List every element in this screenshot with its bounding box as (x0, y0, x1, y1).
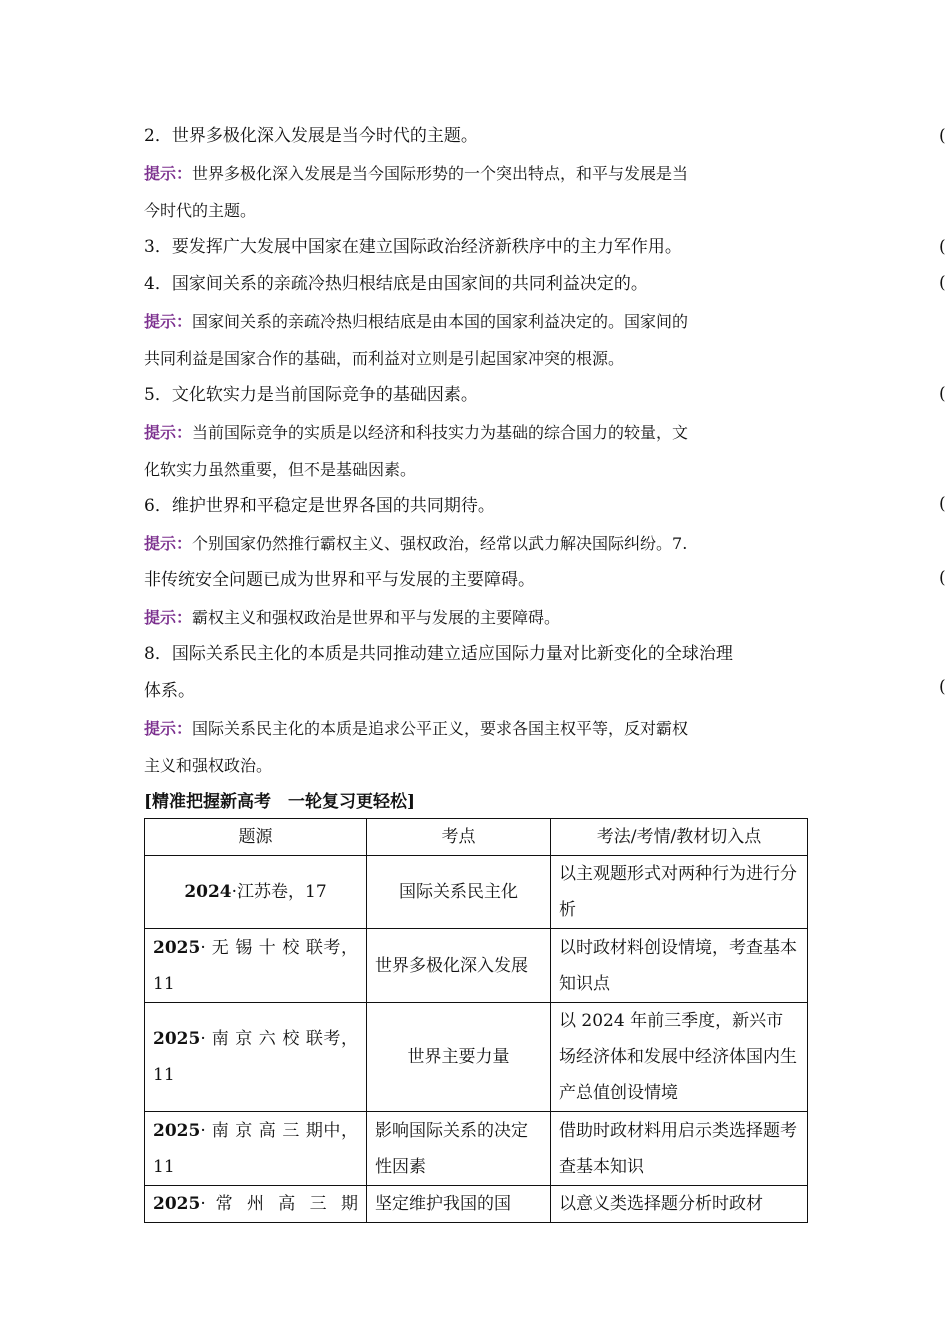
hint-4-cont: 共同利益是国家合作的基础，而利益对立则是引起国家冲突的根源。 (144, 349, 625, 368)
header-method: 考法/考情/教材切入点 (551, 819, 808, 856)
source-name: · 无 锡 十 校 联考，11 (153, 937, 358, 994)
source-cell (145, 856, 367, 929)
source-cell (145, 1003, 367, 1112)
hint-text: 国家间关系的亲疏冷热归根结底是由本国的国家利益决定的。国家间的 (192, 312, 689, 331)
table-row (145, 929, 808, 1003)
hint-text: 世界多极化深入发展是当今国际形势的一个突出特点，和平与发展是当 (192, 164, 689, 183)
question-list (144, 118, 806, 821)
answer-paren: ( (939, 237, 946, 257)
hint-text: 当前国际竞争的实质是以经济和科技实力为基础的综合国力的较量，文 (192, 423, 689, 442)
method-cell: 以时政材料创设情境，考查基本知识点 (551, 929, 808, 1003)
hint-label: 提示： (144, 423, 193, 442)
header-source: 题源 (145, 819, 367, 856)
point-cell: 影响国际关系的决定性因素 (367, 1112, 551, 1186)
hint-label: 提示： (144, 719, 193, 738)
hint-label: 提示： (144, 312, 193, 331)
hint-7 (144, 599, 806, 636)
answer-paren: ( (939, 273, 946, 293)
answer-paren: ( (939, 568, 946, 588)
question-2: 2．世界多极化深入发展是当今时代的主题。 (144, 126, 478, 146)
hint-5 (144, 414, 806, 451)
question-6: 6．维护世界和平稳定是世界各国的共同期待。 (144, 496, 495, 516)
answer-paren: ( (939, 384, 946, 404)
question-8-cont: 体系。 (144, 681, 195, 701)
source-year: 2025 (153, 1194, 201, 1214)
table-row (145, 1112, 808, 1186)
hint-2-cont: 今时代的主题。 (144, 201, 257, 220)
question-5: 5．文化软实力是当前国际竞争的基础因素。 (144, 385, 478, 405)
table-row (145, 856, 808, 929)
method-cell: 借助时政材料用启示类选择题考查基本知识 (551, 1112, 808, 1186)
point-cell: 国际关系民主化 (367, 856, 551, 929)
source-name: · 常 州 高 三 期 (200, 1194, 358, 1214)
question-3: 3．要发挥广大发展中国家在建立国际政治经济新秩序中的主力军作用。 (144, 237, 682, 257)
source-year: 2025 (153, 1029, 201, 1049)
method-cell: 以 2024 年前三季度，新兴市场经济体和发展中经济体国内生产总值创设情境 (551, 1003, 808, 1112)
section-title: [精准把握新高考 一轮复习更轻松] (144, 792, 416, 812)
table-header-row (145, 819, 808, 856)
source-name: ·江苏卷，17 (231, 882, 327, 902)
hint-label: 提示： (144, 164, 193, 183)
header-point: 考点 (367, 819, 551, 856)
hint-text: 霸权主义和强权政治是世界和平与发展的主要障碍。 (192, 608, 561, 627)
hint-8-cont: 主义和强权政治。 (144, 756, 273, 775)
hint-5-cont: 化软实力虽然重要，但不是基础因素。 (144, 460, 417, 479)
point-cell: 世界主要力量 (367, 1003, 551, 1112)
answer-paren: ( (939, 494, 946, 514)
question-4: 4．国家间关系的亲疏冷热归根结底是由国家间的共同利益决定的。 (144, 274, 648, 294)
source-cell (145, 1112, 367, 1186)
hint-text: 国际关系民主化的本质是追求公平正义，要求各国主权平等，反对霸权 (192, 719, 689, 738)
hint-text: 个别国家仍然推行霸权主义、强权政治，经常以武力解决国际纠纷。7. (192, 534, 688, 553)
method-cell: 以意义类选择题分析时政材 (551, 1186, 808, 1223)
table-row (145, 1003, 808, 1112)
answer-paren: ( (939, 677, 946, 697)
point-cell: 世界多极化深入发展 (367, 929, 551, 1003)
hint-4 (144, 303, 806, 340)
answer-paren: ( (939, 126, 946, 146)
source-name: · 南 京 高 三 期中，11 (153, 1120, 358, 1177)
source-year: 2025 (153, 937, 201, 958)
exam-source-table (144, 818, 808, 1223)
hint-8 (144, 710, 806, 747)
hint-label: 提示： (144, 534, 193, 553)
source-cell (145, 1186, 367, 1223)
method-cell: 以主观题形式对两种行为进行分析 (551, 856, 808, 929)
hint-6 (144, 525, 806, 562)
hint-2 (144, 155, 806, 192)
source-cell (145, 929, 367, 1003)
source-year: 2025 (153, 1120, 201, 1141)
point-cell: 坚定维护我国的国 (367, 1186, 551, 1223)
source-name: · 南 京 六 校 联考，11 (153, 1029, 358, 1085)
table-row (145, 1186, 808, 1223)
hint-label: 提示： (144, 608, 193, 627)
question-7: 非传统安全问题已成为世界和平与发展的主要障碍。 (144, 570, 535, 590)
source-year: 2024 (184, 882, 232, 902)
question-8: 8．国际关系民主化的本质是共同推动建立适应国际力量对比新变化的全球治理 (144, 644, 733, 664)
